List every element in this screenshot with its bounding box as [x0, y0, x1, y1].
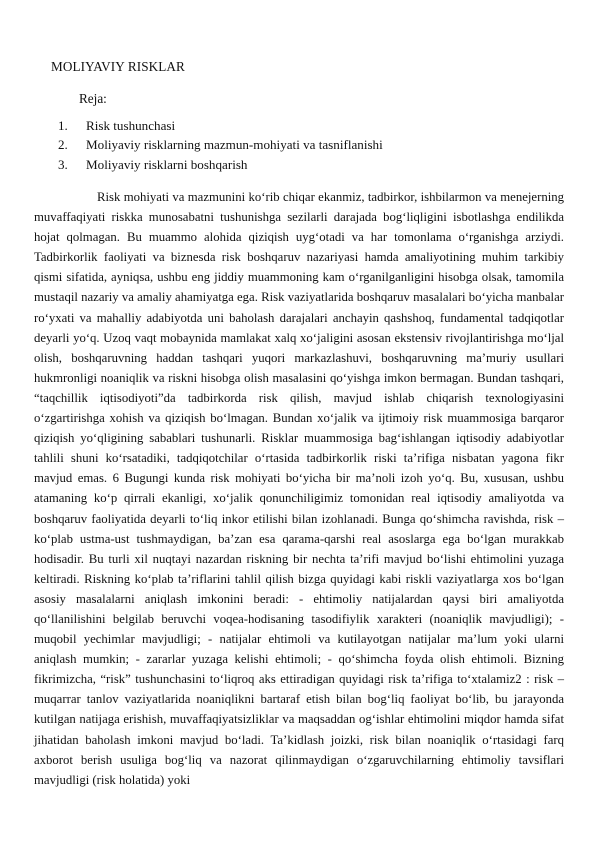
plan-item-text: Risk tushunchasi	[86, 118, 176, 133]
body-paragraph: Risk mohiyati va mazmunini ko‘rib chiqar ekanmiz, tadbirkor, ishbilarmon va menejerning muvaffaqiyati riskka munosabatni tushunishga sezilarli darajada bog‘liqligini isbotlashga endilikda hojat qolmagan. Bu muammo alohida qiziqish uyg‘otadi va har tomonlama o‘rganishga arziydi. Tadbirkorlik faoliyati va biznesda risk boshqaruv nazariyasi hamda amaliyotining muhim tarkibiy qismi sifatida, ayniqsa, ushbu eng jiddiy muammoning kam o‘rganilganligini hisobga olsak, tamomila mustaqil nazariy va amaliy ahamiyatga ega. Risk vaziyatlarida boshqaruv masalalari bo‘yicha manbalar ro‘yxati va mahalliy adabiyotda uni baholash darajalari anchayin qashshoq, fundamental tadqiqotlar deyarli yo‘q. Uzoq vaqt mobaynida mamlakat xalq xo‘jaligini asosan ekstensiv rivojlantirishga mo‘ljal olish, boshqaruvning haddan tashqari yuqori markazlashuvi, boshqaruvning ma’muriy usullari hukmronligi noaniqlik va riskni hisobga olish masalasini qo‘yishga imkon bermagan. Bundan tashqari, “taqchillik iqtisodiyoti”da tadbirkorda risk qilish, mavjud ishlab chiqarish texnologiyasini o‘zgartirishga xohish va qiziqish bo‘lmagan. Bundan xo‘jalik va ijtimoiy risk muammosiga barqaror qiziqish yo‘qligining sabablari tushunarli. Risklar muammosiga bag‘ishlangan iqtisodiy adabiyotlar tahlili shuni ko‘rsatadiki, tadqiqotchilar o‘rtasida tadbirkorlik riski ta’rifiga nisbatan yagona fikr mavjud emas. 6 Bugungi kunda risk mohiyati bo‘yicha bir ma’noli izoh yo‘q. Bu, xususan, ushbu atamaning ko‘p qirrali ekanligi, xo‘jalik qonunchiligimiz tomonidan real iqtisodiy amaliyotda va boshqaruv faoliyatida deyarli to‘liq inkor etilishi bilan izohlanadi. Bunga qo‘shimcha ravishda, risk – ko‘plab ustma-ust tushmaydigan, ba’zan esa qarama-qarshi real asoslarga ega bo‘lgan murakkab hodisadir. Bu turli xil nuqtayi nazardan riskning bir nechta ta’rifi mavjud bo‘lishi ehtimolini yuzaga keltiradi. Riskning ko‘plab ta’riflarini tahlil qilish bizga quyidagi kabi riskli vaziyatlarga xos bo‘lgan asosiy masalalarni aniqlash imkonini beradi: - ehtimoliy natijalardan qaysi biri amaliyotda qo‘llanilishini belgilab beruvchi voqea-hodisaning tasodifiylik xarakteri (noaniqlik mavjudligi); - muqobil yechimlar mavjudligi; - natijalar ehtimoli va kutilayotgan natijalar ma’lum yoki ularni aniqlash mumkin; - zararlar yuzaga kelishi ehtimoli; - qo‘shimcha foyda olish ehtimoli. Bizning fikrimizcha, “risk” tushunchasini to‘liqroq aks ettiradigan quyidagi risk ta’rifiga to‘xtalamiz2 : risk – muqarrar tanlov vaziyatlarida noaniqlikni bartaraf etish bilan bog‘liq faoliyat bo‘lib, bu jarayonda kutilgan natijaga erishish, muvaffaqiyatsizliklar va maqsaddan og‘ishlar ehtimolini miqdor hamda sifat jihatidan baholash imkoni mavjud bo‘ladi. Ta’kidlash joizki, risk bilan noaniqlik o‘rtasidagi farq axborot berish usuliga bog‘liq va nazorat qilinmaydigan o‘zgaruvchilarning ehtimoliy tavsiflari mavjudligi (risk holatida) yoki	[34, 190, 564, 787]
plan-item	[58, 135, 383, 154]
plan-heading: Reja:	[79, 91, 107, 106]
plan-item-number: 3.	[58, 156, 68, 172]
document-title: MOLIYAVIY RISKLAR	[51, 59, 185, 74]
plan-item	[58, 116, 383, 135]
plan-item-text: Moliyaviy risklarning mazmun-mohiyati va tasniflanishi	[86, 137, 383, 153]
plan-item	[58, 155, 383, 174]
plan-list	[58, 116, 383, 174]
plan-item-number: 1.	[58, 118, 68, 133]
plan-item-text: Moliyaviy risklarni boshqarish	[86, 156, 248, 172]
plan-item-number: 2.	[58, 137, 68, 153]
